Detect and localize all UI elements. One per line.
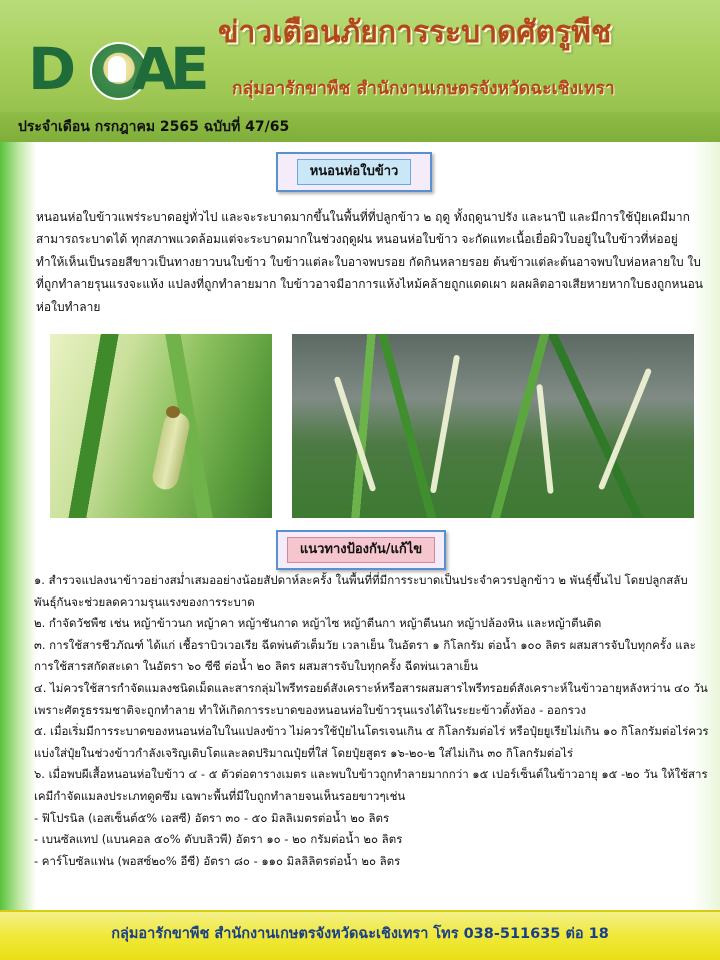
prevention-step: ๔. ไม่ควรใช้สารกำจัดแมลงชนิดเม็ดและสารกลุ่มไพรีทรอยด์สังเคราะห์หรือสารผสมสารไพรีทรอยด์สังเคราะห์ในข้าวอายุหลังหว่าน ๔๐ วัน เพราะศัตรูธรรมชาติจะถูกทำลาย ทำให้เกิดการระบาดของหนอนห่อใบข้าวรุนแรงได้ในระยะข้าวตั้งท้อง - ออกรวง <box>34 680 708 717</box>
prevention-step: ๒. กำจัดวัชพืช เช่น หญ้าข้าวนก หญ้าคา หญ้าชันกาด หญ้าไซ หญ้าตีนกา หญ้าตีนนก หญ้าปล้องหิน และหญ้าตีนติด <box>34 616 602 631</box>
issue-label: ประจำเดือน กรกฎาคม 2565 ฉบับที่ 47/65 <box>18 119 290 135</box>
damaged-leaf-shape <box>334 376 377 492</box>
footer-contact: กลุ่มอารักขาพืช สำนักงานเกษตรจังหวัดฉะเชิงเทรา โทร 038-511635 ต่อ 18 <box>111 926 609 942</box>
chemical-item: - เบนซัลแทป (แบนคอล ๕๐% ดับบลิวพี) อัตรา ๑๐ - ๒๐ กรัมต่อน้ำ ๒๐ ลิตร <box>34 832 403 847</box>
damaged-rice-field-photo <box>292 334 694 518</box>
pest-description: หนอนห่อใบข้าวแพร่ระบาดอยู่ทั่วไป และจะระบาดมากขึ้นในพื้นที่ที่ปลูกข้าว ๒ ฤดู ทั้งฤดูนาปรัง และนาปี และมีการใช้ปุ๋ยเคมีมาก สามารถระบาดได้ ทุกสภาพแวดล้อมแต่จะระบาดมากในช่วงฤดูฝน หนอนห่อใบข้าว จะกัดแทะเนื้อเยื่อผิวใบอยู่ในใบข้าวที่ห่ออยู่ ทำให้เห็นเป็นรอยสีขาวเป็นทางยาวบนใบข้าว ใบข้าวแต่ละใบอาจพบรอย กัดกินหลายรอย ต้นข้าวแต่ละต้นอาจพบใบห่อหลายใบ ใบที่ถูกทำลายรุนแรงจะแห้ง แปลงที่ถูกทำลายมาก ใบข้าวอาจมีอาการแห้งไหม้คล้ายถูกแดดเผา ผลผลิตอาจเสียหายหากใบธงถูกหนอนห่อใบทำลาย <box>36 210 703 314</box>
prevention-step: ๕. เมื่อเริ่มมีการระบาดของหนอนห่อใบในแปลงข้าว ไม่ควรใช้ปุ๋ยไนโตรเจนเกิน ๕ กิโลกรัมต่อไร่ หรือปุ๋ยยูเรียไม่เกิน ๑๐ กิโลกรัมต่อไร่ควรแบ่งใส่ปุ๋ยในช่วงข้าวกำลังเจริญเติบโตและลดปริมาณปุ๋ยที่ใส่ โดยปุ๋ยสูตร ๑๖-๒๐-๒ ใส่ไม่เกิน ๓๐ กิโลกรัมต่อไร่ <box>34 724 709 760</box>
prevention-step: ๑. สำรวจแปลงนาข้าวอย่างสม่ำเสมออย่างน้อยสัปดาห์ละครั้ง ในพื้นที่ที่มีการระบาดเป็นประจำควรปลูกข้าว ๒ พันธุ์ขึ้นไป โดยปลูกสลับพันธุ์กันจะช่วยลดความรุนแรงของการระบาด <box>34 573 688 609</box>
logo-letter-d: D <box>28 35 77 103</box>
section-heading-pest-label: หนอนห่อใบข้าว <box>297 159 412 185</box>
header-banner <box>0 0 720 112</box>
rice-leaffolder-larva-photo <box>50 334 272 518</box>
footer-bar <box>0 910 720 960</box>
bulletin-title: ข่าวเตือนภัยการระบาดศัตรูพืช <box>218 15 612 50</box>
larva-shape <box>150 410 192 492</box>
chemical-item: - คาร์โบซัลแฟน (พอสซ์๒๐% อีซี) อัตรา ๘๐ - ๑๑๐ มิลลิลิตรต่อน้ำ ๒๐ ลิตร <box>34 853 401 868</box>
chemical-item: - ฟิโปรนิล (เอสเซ็นต์๕% เอสซี) อัตรา ๓๐ - ๕๐ มิลลิเมตรต่อน้ำ ๒๐ ลิตร <box>34 810 390 825</box>
prevention-step: ๖. เมื่อพบผีเสื้อหนอนห่อใบข้าว ๔ - ๕ ตัวต่อตารางเมตร และพบใบข้าวถูกทำลายมากกว่า ๑๕ เปอร์เซ็นต์ในข้าวอายุ ๑๕ -๒๐ วัน ให้ใช้สารเคมีกำจัดแมลงประเภทดูดซึม เฉพาะพื้นที่มีใบถูกทำลายจนเห็นรอยขาวๆเช่น <box>34 767 708 803</box>
logo-letter-a: A <box>132 35 177 103</box>
section-heading-prevention-label: แนวทางป้องกัน/แก้ไข <box>287 537 435 563</box>
section-heading-pest <box>276 152 432 192</box>
logo-letter-e: E <box>170 35 210 103</box>
larva-head-shape <box>166 406 180 418</box>
prevention-steps <box>34 570 710 872</box>
damaged-leaf-shape <box>598 368 652 491</box>
damaged-leaf-shape <box>430 355 460 494</box>
bulletin-subtitle: กลุ่มอารักขาพืช สำนักงานเกษตรจังหวัดฉะเชิงเทรา <box>232 79 615 99</box>
doae-logo <box>28 35 210 103</box>
prevention-step: ๓. การใช้สารชีวภัณฑ์ ได้แก่ เชื้อราบิวเวอเรีย ฉีดพ่นตัวเต็มวัย เวลาเย็น ในอัตรา ๑ กิโลกรัม ต่อน้ำ ๑๐๐ ลิตร ผสมสารจับใบทุกครั้ง และ การใช้สารสกัดสะเดา ในอัตรา ๖๐ ซีซี ต่อน้ำ ๒๐ ลิตร ผสมสารจับใบทุกครั้ง ฉีดพ่นเวลาเย็น <box>34 637 696 674</box>
issue-bar <box>0 112 720 142</box>
section-heading-prevention <box>276 530 446 570</box>
damaged-leaf-shape <box>536 384 553 494</box>
